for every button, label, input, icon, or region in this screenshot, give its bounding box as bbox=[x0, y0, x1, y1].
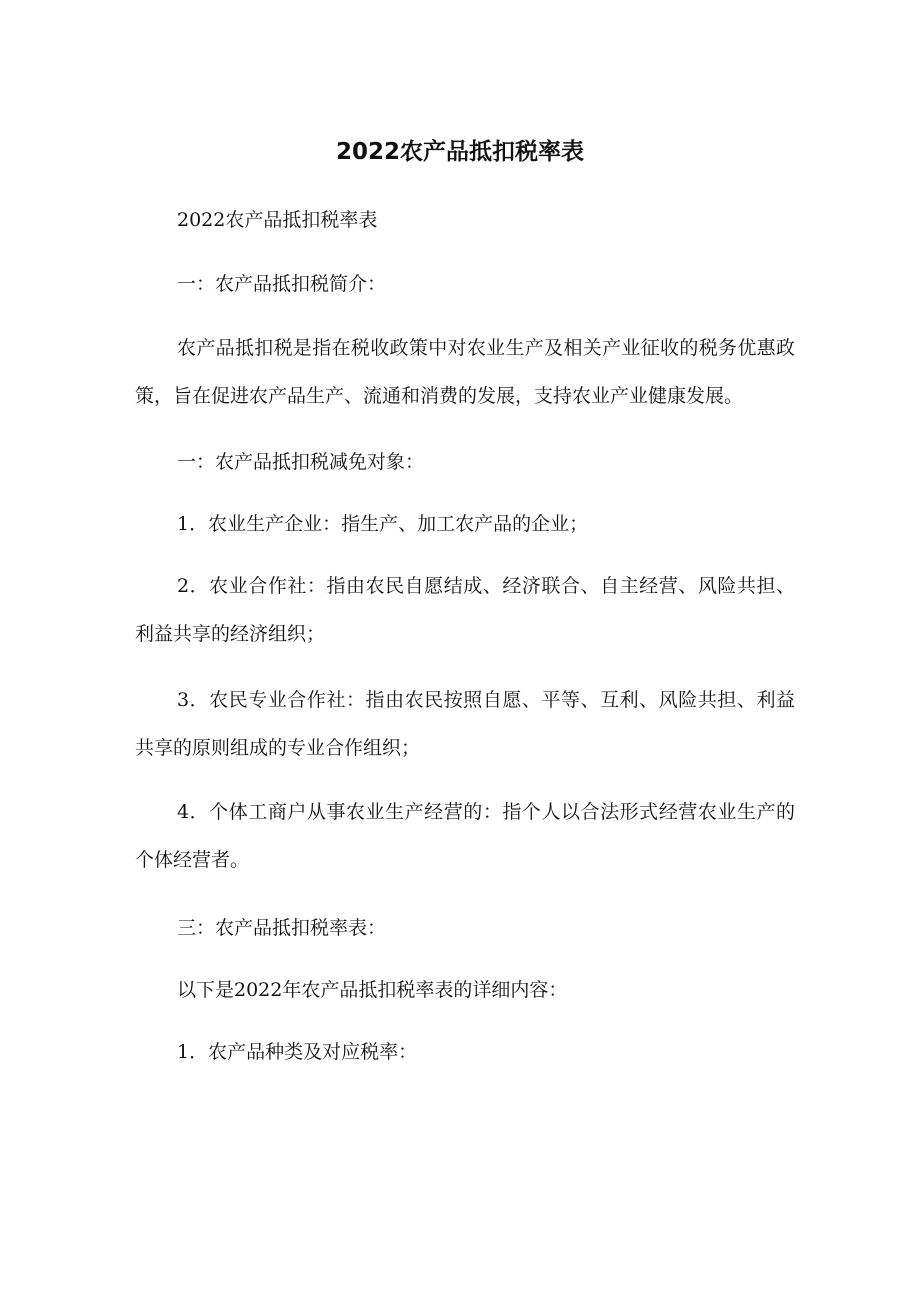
list-item-1: 1．农业生产企业：指生产、加工农产品的企业； bbox=[177, 513, 589, 535]
list-item-3: 3．农民专业合作社：指由农民按照自愿、平等、互利、风险共担、利益共享的原则组成的专业合作组织； bbox=[135, 689, 795, 759]
document-title: 2022农产品抵扣税率表 bbox=[335, 139, 584, 165]
list-item-2: 2．农业合作社：指由农民自愿结成、经济联合、自主经营、风险共担、利益共享的经济组织； bbox=[135, 575, 795, 645]
paragraph-rate-intro: 以下是2022年农产品抵扣税率表的详细内容： bbox=[177, 979, 568, 1001]
paragraph-section-target-heading: 一：农产品抵扣税减免对象： bbox=[177, 451, 425, 473]
list-item-rate-1: 1．农产品种类及对应税率： bbox=[177, 1041, 418, 1063]
paragraph-section-rate-heading: 三：农产品抵扣税率表： bbox=[177, 917, 387, 939]
paragraph-section-intro-heading: 一：农产品抵扣税简介： bbox=[177, 273, 387, 295]
paragraph-subtitle: 2022农产品抵扣税率表 bbox=[177, 209, 378, 231]
paragraph-intro-body: 农产品抵扣税是指在税收政策中对农业生产及相关产业征收的税务优惠政策，旨在促进农产品生产、流通和消费的发展，支持农业产业健康发展。 bbox=[135, 337, 795, 407]
list-item-4: 4．个体工商户从事农业生产经营的：指个人以合法形式经营农业生产的个体经营者。 bbox=[135, 801, 795, 871]
